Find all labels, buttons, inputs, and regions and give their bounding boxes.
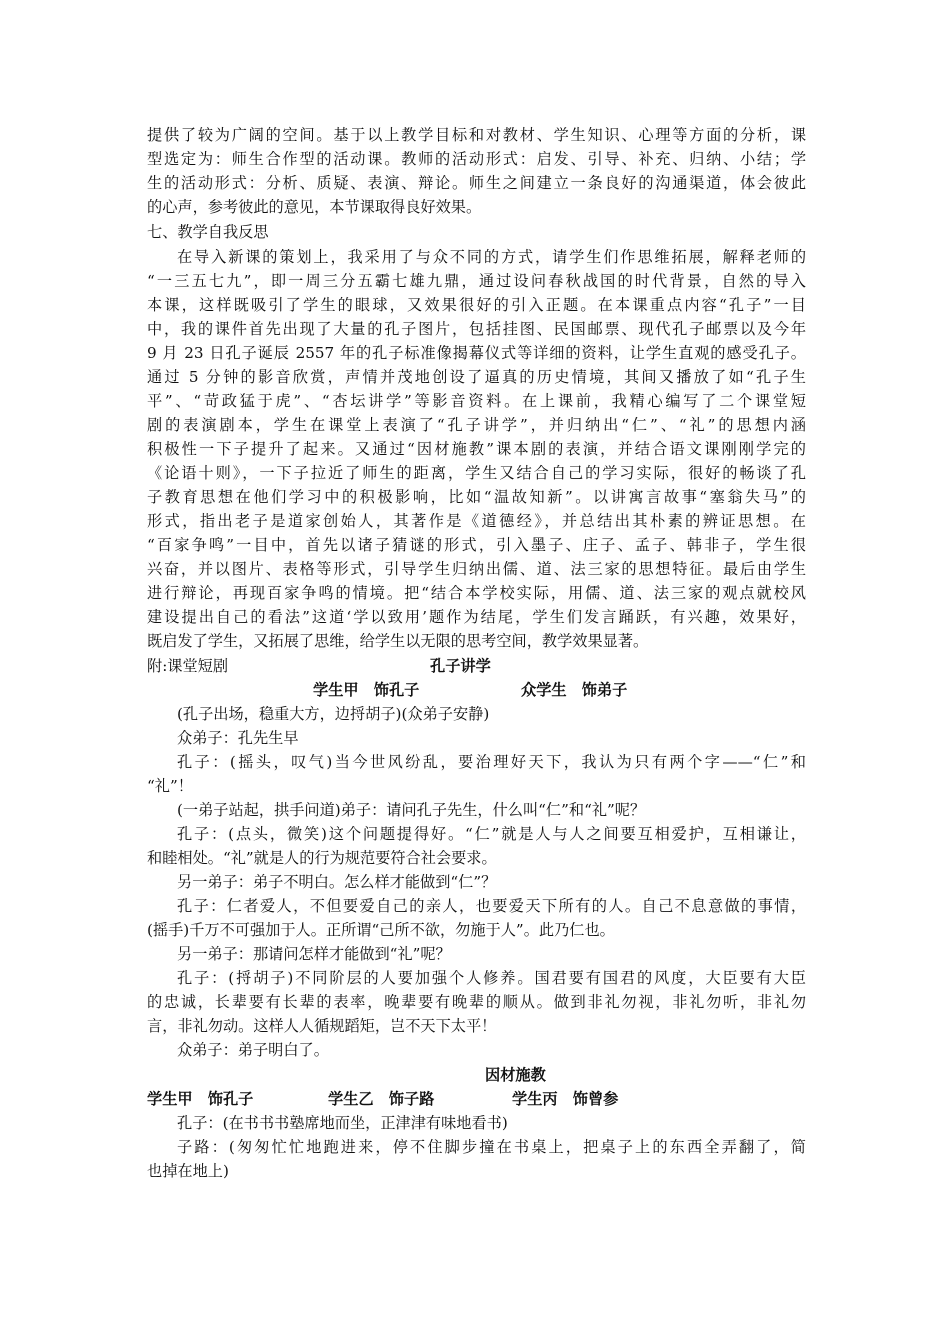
role-line: 学生丙 饰曾参	[512, 1090, 619, 1108]
paragraph-line: 平”、“苛政猛于虎”、“杏坛讲学”等影音资料。在上课前，我精心编写了二个课堂短	[147, 392, 806, 410]
paragraph-line: 既启发了学生，又拓展了思维，给学生以无限的思考空间，教学效果显著。	[147, 632, 649, 650]
role-line: 众学生 饰弟子	[521, 681, 628, 699]
paragraph-line: 子教育思想在他们学习中的积极影响，比如“温故知新”。以讲寓言故事“塞翁失马”的	[147, 488, 806, 506]
paragraph-line: 的心声，参考彼此的意见，本节课取得良好效果。	[147, 198, 482, 216]
play-title: 因材施教	[485, 1066, 546, 1084]
script-line: 孔子：仁者爱人，不但要爱自己的亲人，也要爱天下所有的人。自己不息意做的事情，	[177, 897, 806, 915]
script-line: 子路：(匆匆忙忙地跑进来，停不住脚步撞在书桌上，把桌子上的东西全弄翻了，简	[177, 1138, 806, 1156]
script-line: 孔子：(点头，微笑)这个问题提得好。“仁”就是人与人之间要互相爱护，互相谦让，	[177, 825, 806, 843]
appendix-label: 附:课堂短剧	[147, 657, 229, 675]
paragraph-line: 型选定为：师生合作型的活动课。教师的活动形式：启发、引导、补充、归纳、小结；学	[147, 150, 806, 168]
paragraph-line: 兴奋，并以图片、表格等形式，引导学生归纳出儒、道、法三家的思想特征。最后由学生	[147, 560, 806, 578]
script-line: 孔子：(在书书书塾席地而坐，正津津有味地看书)	[177, 1114, 508, 1132]
play-title: 孔子讲学	[430, 657, 491, 675]
paragraph-line: 生的活动形式：分析、质疑、表演、辩论。师生之间建立一条良好的沟通渠道，体会彼此	[147, 174, 806, 192]
script-line: 众弟子：弟子明白了。	[177, 1041, 329, 1059]
script-line: 和睦相处。“礼”就是人的行为规范要符合社会要求。	[147, 849, 497, 867]
script-line: (一弟子站起，拱手问道)弟子：请问孔子先生，什么叫“仁”和“礼”呢？	[177, 801, 646, 819]
paragraph-line: 通过 5 分钟的影音欣赏，声情并茂地创设了逼真的历史情境，其间又播放了如“孔子生	[147, 368, 806, 386]
script-line: (摇手)千万不可强加于人。正所谓“己所不欲，勿施于人”。此乃仁也。	[147, 921, 615, 939]
script-line: 另一弟子：弟子不明白。怎么样才能做到“仁”？	[177, 873, 497, 891]
paragraph-line: 在导入新课的策划上，我采用了与众不同的方式，请学生们作思维拓展，解释老师的	[177, 248, 806, 266]
script-line: 也掉在地上)	[147, 1162, 229, 1180]
script-line: 众弟子：孔先生早	[177, 729, 299, 747]
script-line: 言，非礼勿动。这样人人循规蹈矩，岂不天下太平！	[147, 1017, 497, 1035]
paragraph-line: 形式，指出老子是道家创始人，其著作是《道德经》，并总结出其朴素的辨证思想。在	[147, 512, 806, 530]
paragraph-line: “百家争鸣”一目中，首先以诸子猜谜的形式，引入墨子、庄子、孟子、韩非子，学生很	[147, 536, 806, 554]
paragraph-line: 剧的表演剧本，学生在课堂上表演了“孔子讲学”，并归纳出“仁”、“礼”的思想内涵	[147, 416, 806, 434]
paragraph-line: 中，我的课件首先出现了大量的孔子图片，包括挂图、民国邮票、现代孔子邮票以及今年	[147, 320, 806, 338]
role-line: 学生甲 饰孔子	[313, 681, 420, 699]
paragraph-line: 提供了较为广阔的空间。基于以上教学目标和对教材、学生知识、心理等方面的分析，课	[147, 126, 806, 144]
script-line: 另一弟子：那请问怎样才能做到“礼”呢？	[177, 945, 451, 963]
section-heading: 七、教学自我反思	[147, 223, 269, 241]
paragraph-line: 《论语十则》，一下子拉近了师生的距离，学生又结合自己的学习实际，很好的畅谈了孔	[147, 464, 806, 482]
script-line: 的忠诚，长辈要有长辈的表率，晚辈要有晚辈的顺从。做到非礼勿视，非礼勿听，非礼勿	[147, 993, 806, 1011]
script-line: 孔子：(捋胡子)不同阶层的人要加强个人修养。国君要有国君的风度，大臣要有大臣	[177, 969, 806, 987]
script-line: “礼”！	[147, 777, 193, 795]
script-line: 孔子：(摇头，叹气)当今世风纷乱，要治理好天下，我认为只有两个字——“仁”和	[177, 753, 806, 771]
paragraph-line: 积极性一下子提升了起来。又通过“因材施教”课本剧的表演，并结合语文课刚刚学完的	[147, 440, 806, 458]
role-line: 学生甲 饰孔子	[147, 1090, 254, 1108]
role-line: 学生乙 饰子路	[328, 1090, 435, 1108]
paragraph-line: 建设提出自己的看法”这道‘学以致用’题作为结尾，学生们发言踊跃，有兴趣，效果好，	[147, 608, 806, 626]
script-line: (孔子出场，稳重大方，边捋胡子)(众弟子安静)	[177, 705, 490, 723]
paragraph-line: “一三五七九”，即一周三分五霸七雄九鼎，通过设问春秋战国的时代背景，自然的导入	[147, 272, 806, 290]
paragraph-line: 9 月 23 日孔子诞辰 2557 年的孔子标准像揭幕仪式等详细的资料，让学生直观的感受孔子。	[147, 344, 806, 362]
paragraph-line: 进行辩论，再现百家争鸣的情境。把“结合本学校实际，用儒、道、法三家的观点就校风	[147, 584, 806, 602]
paragraph-line: 本课，这样既吸引了学生的眼球，又效果很好的引入正题。在本课重点内容“孔子”一目	[147, 296, 806, 314]
